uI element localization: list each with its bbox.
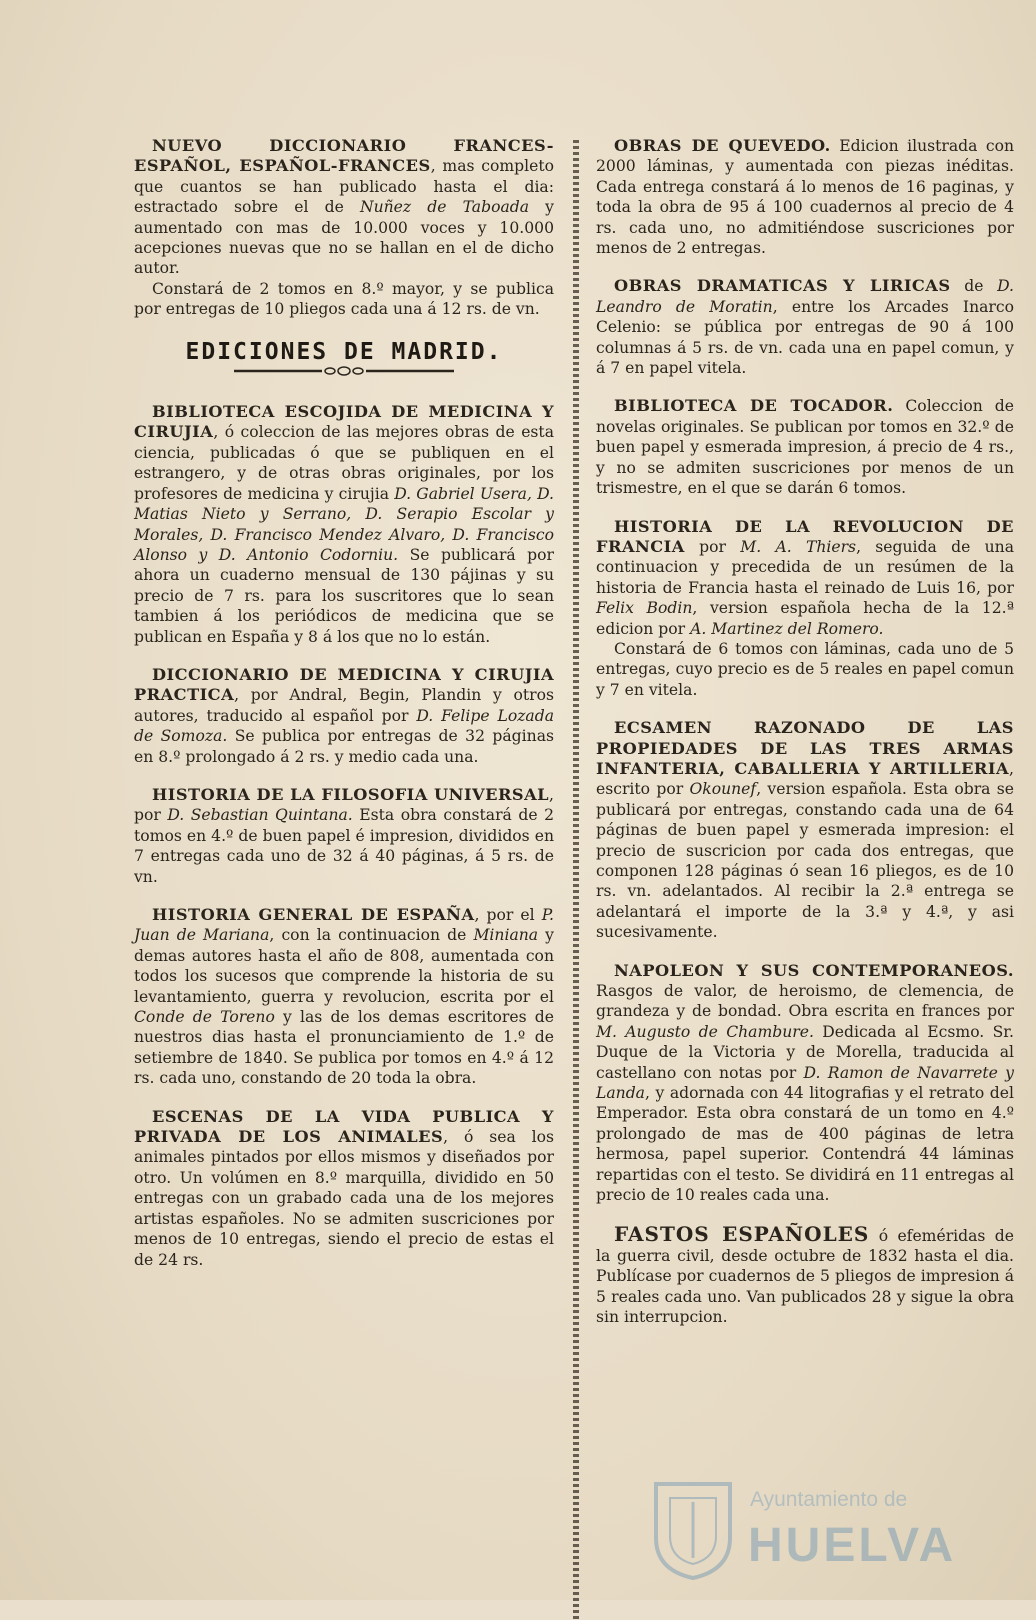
entry-text: , version española hecha de la 12.ª edicion por — [596, 599, 1014, 638]
column-divider — [573, 140, 579, 1620]
entry-author: Conde de Toreno — [134, 1008, 275, 1027]
entry-author: D. Gabriel Usera, D. Matias Nieto y Serrano, D. Serapio Escolar y Morales, D. Francisco Mendez Alvaro, D. Francisco Alonso y D. Antonio Codorniu. — [134, 484, 554, 564]
entry-heading: HISTORIA DE LA FILOSOFIA UNIVERSAL — [152, 784, 550, 804]
entry-text: y aumentado con mas de 10.000 voces y 10.000 acepciones nuevas que no se hallan en el de dicho autor. — [134, 198, 554, 278]
entry-text: , version española. Esta obra se publicará por entregas, constando cada una de 64 páginas de buen papel y esmerada impresion: el precio de suscricion por cada dos entregas, que componen 128 páginas ó sean 16 pliegos, es de 10 rs. vn. adelantados. Al recibir la 2.ª entrega se adelantará el importe de la 3.ª y 4.ª, y asi sucesivamente. — [596, 780, 1014, 942]
ornament-divider-icon — [234, 364, 454, 378]
entry-text: y las de los demas escritores de nuestros dias hasta el pronunciamiento de 1.º de setiembre de 1840. Se publica por tomos en 4.º á 12 rs. cada uno, constando de 20 toda la obra. — [134, 1008, 554, 1088]
entry-author: Miniana — [473, 926, 539, 945]
entry-paragraph: Constará de 2 tomos en 8.º mayor, y se publica por entregas de 10 pliegos cada una á 12 rs. de vn. — [134, 279, 554, 319]
entry-author: Okounef — [689, 780, 757, 799]
entry-author: D. Leandro de Moratin — [596, 277, 1014, 316]
entry-escenas-animales — [134, 1107, 554, 1270]
entry-text: Se publica por entregas de 32 páginas en 8.º prolongado á 2 rs. y medio cada una. — [134, 727, 554, 766]
entry-author: D. Felipe Lozada de Somoza. — [134, 706, 554, 746]
entry-text: , por Andral, Begin, Plandin y otros autores, traducido al español por — [134, 686, 554, 725]
entry-text: , entre los Arcades Inarco Celenio: se pública por entregas de 90 á 100 columnas á 5 rs. de vn. cada una en papel comun, y á 7 en papel vitela. — [596, 297, 1015, 378]
entry-napoleon — [596, 961, 1014, 1206]
entry-diccionario-medicina — [134, 665, 554, 767]
entry-heading: DICCIONARIO DE MEDICINA Y CIRUJIA PRACTICA — [134, 664, 554, 705]
entry-text: , mas completo que cuantos se han publicado hasta el dia: estractado sobre el de — [134, 157, 554, 217]
entry-heading: OBRAS DE QUEVEDO. — [614, 136, 831, 155]
entry-historia-espana — [134, 905, 554, 1089]
entry-author: Felix Bodin — [596, 599, 693, 618]
right-column — [596, 136, 1014, 1346]
watermark-line2: HUELVA — [748, 1519, 957, 1572]
entry-text: , por — [134, 785, 554, 825]
entry-author: D. Sebastian Quintana. — [167, 806, 353, 825]
entry-heading: BIBLIOTECA ESCOJIDA DE MEDICINA Y CIRUJIA — [134, 402, 554, 442]
section-title: EDICIONES DE MADRID. — [185, 338, 503, 365]
entry-text: Se publicará por ahora un cuaderno mensual de 130 pájinas y su precio de 7 rs. para los suscritores que lo sean tambien á los periódicos de medicina que se publican en España y 8 á los que no lo están. — [134, 545, 554, 646]
entry-author: M. Augusto de Chambure. — [596, 1022, 814, 1041]
left-column — [134, 136, 554, 1288]
watermark — [630, 1478, 957, 1588]
entry-author: Nuñez de Taboada — [359, 198, 530, 217]
entry-obras-quevedo — [596, 136, 1014, 258]
entry-diccionario-frances — [134, 136, 554, 320]
entry-text: por — [684, 537, 741, 556]
entry-heading: NUEVO DICCIONARIO FRANCES-ESPAÑOL, ESPAÑOL-FRANCES — [134, 136, 554, 176]
entry-biblioteca-tocador — [596, 396, 1014, 498]
entry-author: A. Martinez del Romero. — [690, 619, 884, 638]
entry-heading: NAPOLEON Y SUS CONTEMPORANEOS. — [614, 960, 1014, 980]
entry-text: , y adornada con 44 litografias y el retrato del Emperador. Esta obra constará de un tomo en 4.º prolongado de mas de 400 páginas de letra hermosa, papel superior. Contendrá 44 láminas repartidas con el testo. Se dividirá en 11 entregas al precio de 10 reales cada una. — [596, 1084, 1014, 1205]
entry-author: D. Ramon de Navarrete y Landa — [596, 1063, 1014, 1103]
entry-text: , por el — [474, 906, 542, 924]
entry-ecsamen-armas — [596, 718, 1014, 942]
entry-text: Esta obra constará de 2 tomos en 4.º de buen papel é impresion, divididos en 7 entregas cada uno de 32 á 40 páginas, á 5 rs. de vn. — [134, 806, 554, 886]
entry-text: y demas autores hasta el año de 808, aumentada con todos los sucesos que comprende la historia de su levantamiento, guerra y revolucion, escrita por el — [134, 926, 554, 1006]
entry-heading: BIBLIOTECA DE TOCADOR. — [614, 396, 894, 416]
entry-obras-moratin — [596, 276, 1014, 378]
entry-text: Dedicada al Ecsmo. Sr. Duque de la Victoria y de Morella, traducida al castellano con notas por — [596, 1022, 1014, 1082]
entry-text: ó efeméridas de la guerra civil, desde octubre de 1832 hasta el dia. Publícase por cuadernos de 5 pliegos de impresion á 5 reales cada uno. Van publicados 28 y sigue la obra sin interrupcion. — [596, 1226, 1014, 1327]
entry-heading: OBRAS DRAMATICAS Y LIRICAS — [614, 276, 951, 296]
entry-heading: HISTORIA GENERAL DE ESPAÑA — [152, 905, 475, 924]
entry-fastos-espanoles — [596, 1221, 1014, 1328]
entry-heading: HISTORIA DE LA REVOLUCION DE FRANCIA — [596, 516, 1014, 556]
entry-author: M. A. Thiers — [740, 537, 857, 556]
entry-biblioteca-medicina — [134, 402, 554, 647]
entry-paragraph: Constará de 6 tomos con láminas, cada uno de 5 entregas, cuyo precio es de 5 reales en papel comun y 7 en vitela. — [596, 639, 1014, 699]
entry-heading: ESCENAS DE LA VIDA PUBLICA Y PRIVADA DE LOS ANIMALES — [134, 1106, 554, 1147]
entry-heading: ECSAMEN RAZONADO DE LAS PROPIEDADES DE LAS TRES ARMAS INFANTERIA, CABALLERIA Y ARTILLERIA — [596, 718, 1014, 778]
entry-text: de — [950, 277, 998, 296]
entry-text: , con la continuacion de — [269, 926, 474, 945]
entry-historia-filosofia — [134, 785, 554, 887]
entry-revolucion-francia — [596, 517, 1014, 701]
entry-author: P. Juan de Mariana — [134, 906, 554, 945]
entry-text: Edicion ilustrada con 2000 láminas, y aumentada con piezas inéditas. Cada entrega constará á lo menos de 16 paginas, y toda la obra de 95 á 100 cuadernos al precio de 4 rs. cada uno, no admitiéndose suscriciones por menos de 2 entregas. — [596, 137, 1014, 258]
entry-text: , escrito por — [596, 759, 1014, 799]
city-seal-icon — [650, 1478, 736, 1582]
entry-text: Rasgos de valor, de heroismo, de clemencia, de grandeza y de bondad. Obra escrita en frances por — [596, 982, 1014, 1021]
entry-text: Coleccion de novelas originales. Se publican por tomos en 32.º de buen papel y esmerada impresion, á precio de 4 rs., y no se admiten suscriciones por menos de un trismestre, en el que se darán 6 tomos. — [596, 397, 1014, 498]
entry-text: , ó sea los animales pintados por ellos mismos y diseñados por otro. Un volúmen en 8.º marquilla, dividido en 50 entregas con un grabado cada una de los mejores artistas españoles. No se admiten suscriciones por menos de 10 entregas, siendo el precio de estas el de 24 rs. — [134, 1128, 554, 1269]
entry-text: , seguida de una continuacion y precedida de un resúmen de la historia de Francia hasta el reinado de Luis 16, por — [596, 537, 1014, 597]
entry-heading: FASTOS ESPAÑOLES — [614, 1221, 870, 1246]
entry-text: , ó coleccion de las mejores obras de esta ciencia, publicadas ó que se publiquen en el estrangero, y de otras obras originales, por los profesores de medicina y cirujia — [134, 423, 554, 503]
watermark-line1: Ayuntamiento de — [750, 1488, 908, 1511]
